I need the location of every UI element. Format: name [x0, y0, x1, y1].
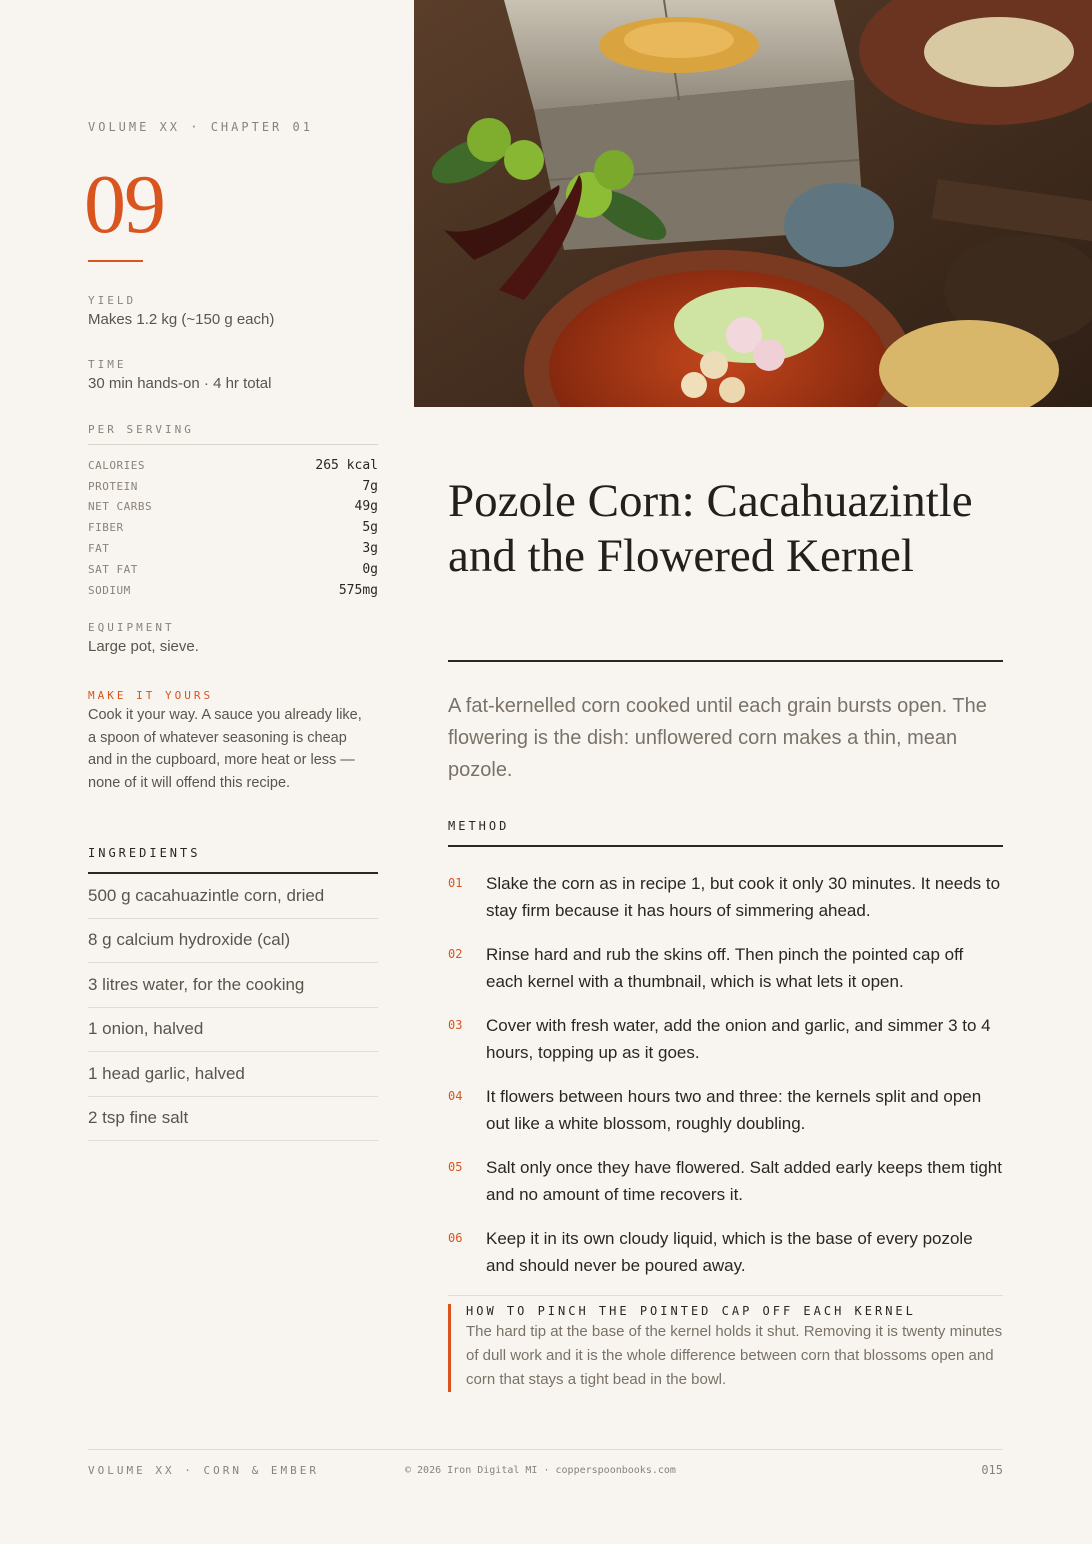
step-text: Keep it in its own cloudy liquid, which is the base of every pozole and should never be poured away. — [486, 1229, 973, 1275]
ingredient-item: 500 g cacahuazintle corn, dried — [88, 874, 378, 919]
tip-box — [448, 1295, 1003, 1392]
method-step — [448, 1225, 1003, 1296]
footer-volume: VOLUME XX · CORN & EMBER — [88, 1464, 319, 1477]
volume-chapter-kicker: VOLUME XX · CHAPTER 01 — [88, 120, 313, 134]
method-step — [448, 1012, 1003, 1083]
nutrition-row — [88, 476, 378, 497]
yield-label: YIELD — [88, 294, 137, 307]
nutrition-row — [88, 580, 378, 601]
nutrition-key: SAT FAT — [88, 562, 138, 576]
time-block — [88, 358, 378, 392]
step-number: 05 — [448, 1160, 463, 1174]
step-number: 06 — [448, 1231, 463, 1245]
ingredient-item: 1 head garlic, halved — [88, 1052, 378, 1097]
equipment-block — [88, 621, 378, 655]
ingredients-list — [88, 874, 378, 1141]
method-step — [448, 1154, 1003, 1225]
time-value: 30 min hands-on · 4 hr total — [88, 375, 272, 392]
nutrition-row — [88, 455, 378, 476]
nutrition-key: PROTEIN — [88, 479, 138, 493]
page-footer — [88, 1449, 1003, 1489]
footer-copyright: © 2026 Iron Digital MI · copperspoonbooks.com — [405, 1465, 676, 1476]
recipe-number: 09 — [84, 158, 164, 251]
method-steps — [448, 870, 1003, 1296]
equipment-value: Large pot, sieve. — [88, 638, 199, 655]
nutrition-value: 575mg — [338, 582, 378, 598]
step-text: Rinse hard and rub the skins off. Then pinch the pointed cap off each kernel with a thumbnail, which is what lets it open. — [486, 945, 964, 991]
nutrition-row — [88, 497, 378, 518]
nutrition-value: 7g — [362, 478, 378, 494]
equipment-label: EQUIPMENT — [88, 621, 175, 634]
nutrition-key: NET CARBS — [88, 500, 153, 514]
recipe-title: Pozole Corn: Cacahuazintle and the Flowered Kernel — [448, 475, 973, 582]
ingredients-heading: INGREDIENTS — [88, 846, 378, 874]
nutrition-row — [88, 559, 378, 580]
step-number: 02 — [448, 947, 463, 961]
nutrition-key: FIBER — [88, 521, 124, 535]
step-number: 01 — [448, 876, 463, 890]
page-number: 015 — [981, 1463, 1003, 1477]
step-number: 03 — [448, 1018, 463, 1032]
per-serving-label: PER SERVING — [88, 423, 378, 445]
nutrition-rows — [88, 455, 378, 601]
step-text: Cover with fresh water, add the onion and garlic, and simmer 3 to 4 hours, topping up as it goes. — [486, 1016, 991, 1062]
nutrition-value: 3g — [362, 541, 378, 557]
tip-title: HOW TO PINCH THE POINTED CAP OFF EACH KERNEL — [466, 1304, 916, 1318]
step-number: 04 — [448, 1089, 463, 1103]
nutrition-key: SODIUM — [88, 583, 131, 597]
step-text: Slake the corn as in recipe 1, but cook it only 30 minutes. It needs to stay firm because it has hours of simmering ahead. — [486, 874, 1001, 920]
nutrition-value: 49g — [354, 499, 378, 515]
nutrition-row — [88, 517, 378, 538]
method-heading: METHOD — [448, 819, 1003, 847]
pozole-photo-image — [414, 0, 1092, 407]
tip-callout — [448, 1304, 1003, 1392]
recipe-lede: A fat-kernelled corn cooked until each grain bursts open. The flowering is the dish: unflowered corn makes a thin, mean pozole. — [448, 695, 987, 781]
ingredient-item: 8 g calcium hydroxide (cal) — [88, 919, 378, 964]
method-step — [448, 1083, 1003, 1154]
make-it-yours-block — [88, 689, 378, 794]
method-step — [448, 870, 1003, 941]
ingredients-panel — [88, 846, 378, 1141]
nutrition-value: 5g — [362, 520, 378, 536]
yield-value: Makes 1.2 kg (~150 g each) — [88, 311, 275, 328]
nutrition-row — [88, 538, 378, 559]
ingredient-item: 2 tsp fine salt — [88, 1097, 378, 1142]
make-it-yours-label: MAKE IT YOURS — [88, 689, 214, 702]
step-text: Salt only once they have flowered. Salt added early keeps them tight and no amount of time recovers it. — [486, 1158, 1002, 1204]
nutrition-panel — [88, 423, 378, 601]
ingredient-item: 3 litres water, for the cooking — [88, 963, 378, 1008]
nutrition-key: FAT — [88, 542, 110, 556]
step-text: It flowers between hours two and three: the kernels split and open out like a white blossom, roughly doubling. — [486, 1087, 982, 1133]
hero-photo — [414, 0, 1092, 407]
nutrition-key: CALORIES — [88, 458, 145, 472]
ingredient-item: 1 onion, halved — [88, 1008, 378, 1053]
method-step — [448, 941, 1003, 1012]
accent-rule — [88, 260, 143, 262]
title-rule — [448, 660, 1003, 662]
nutrition-value: 265 kcal — [315, 457, 378, 473]
time-label: TIME — [88, 358, 127, 371]
yield-block — [88, 294, 378, 328]
nutrition-value: 0g — [362, 561, 378, 577]
tip-body: The hard tip at the base of the kernel holds it shut. Removing it is twenty minutes of dull work and it is the whole difference between corn that blossoms open and corn that stays a tight bead in the bowl. — [466, 1323, 1003, 1388]
make-it-yours-text: Cook it your way. A sauce you already like, a spoon of whatever seasoning is cheap and in the cupboard, more heat or less — none of it will offend this recipe. — [88, 707, 362, 791]
